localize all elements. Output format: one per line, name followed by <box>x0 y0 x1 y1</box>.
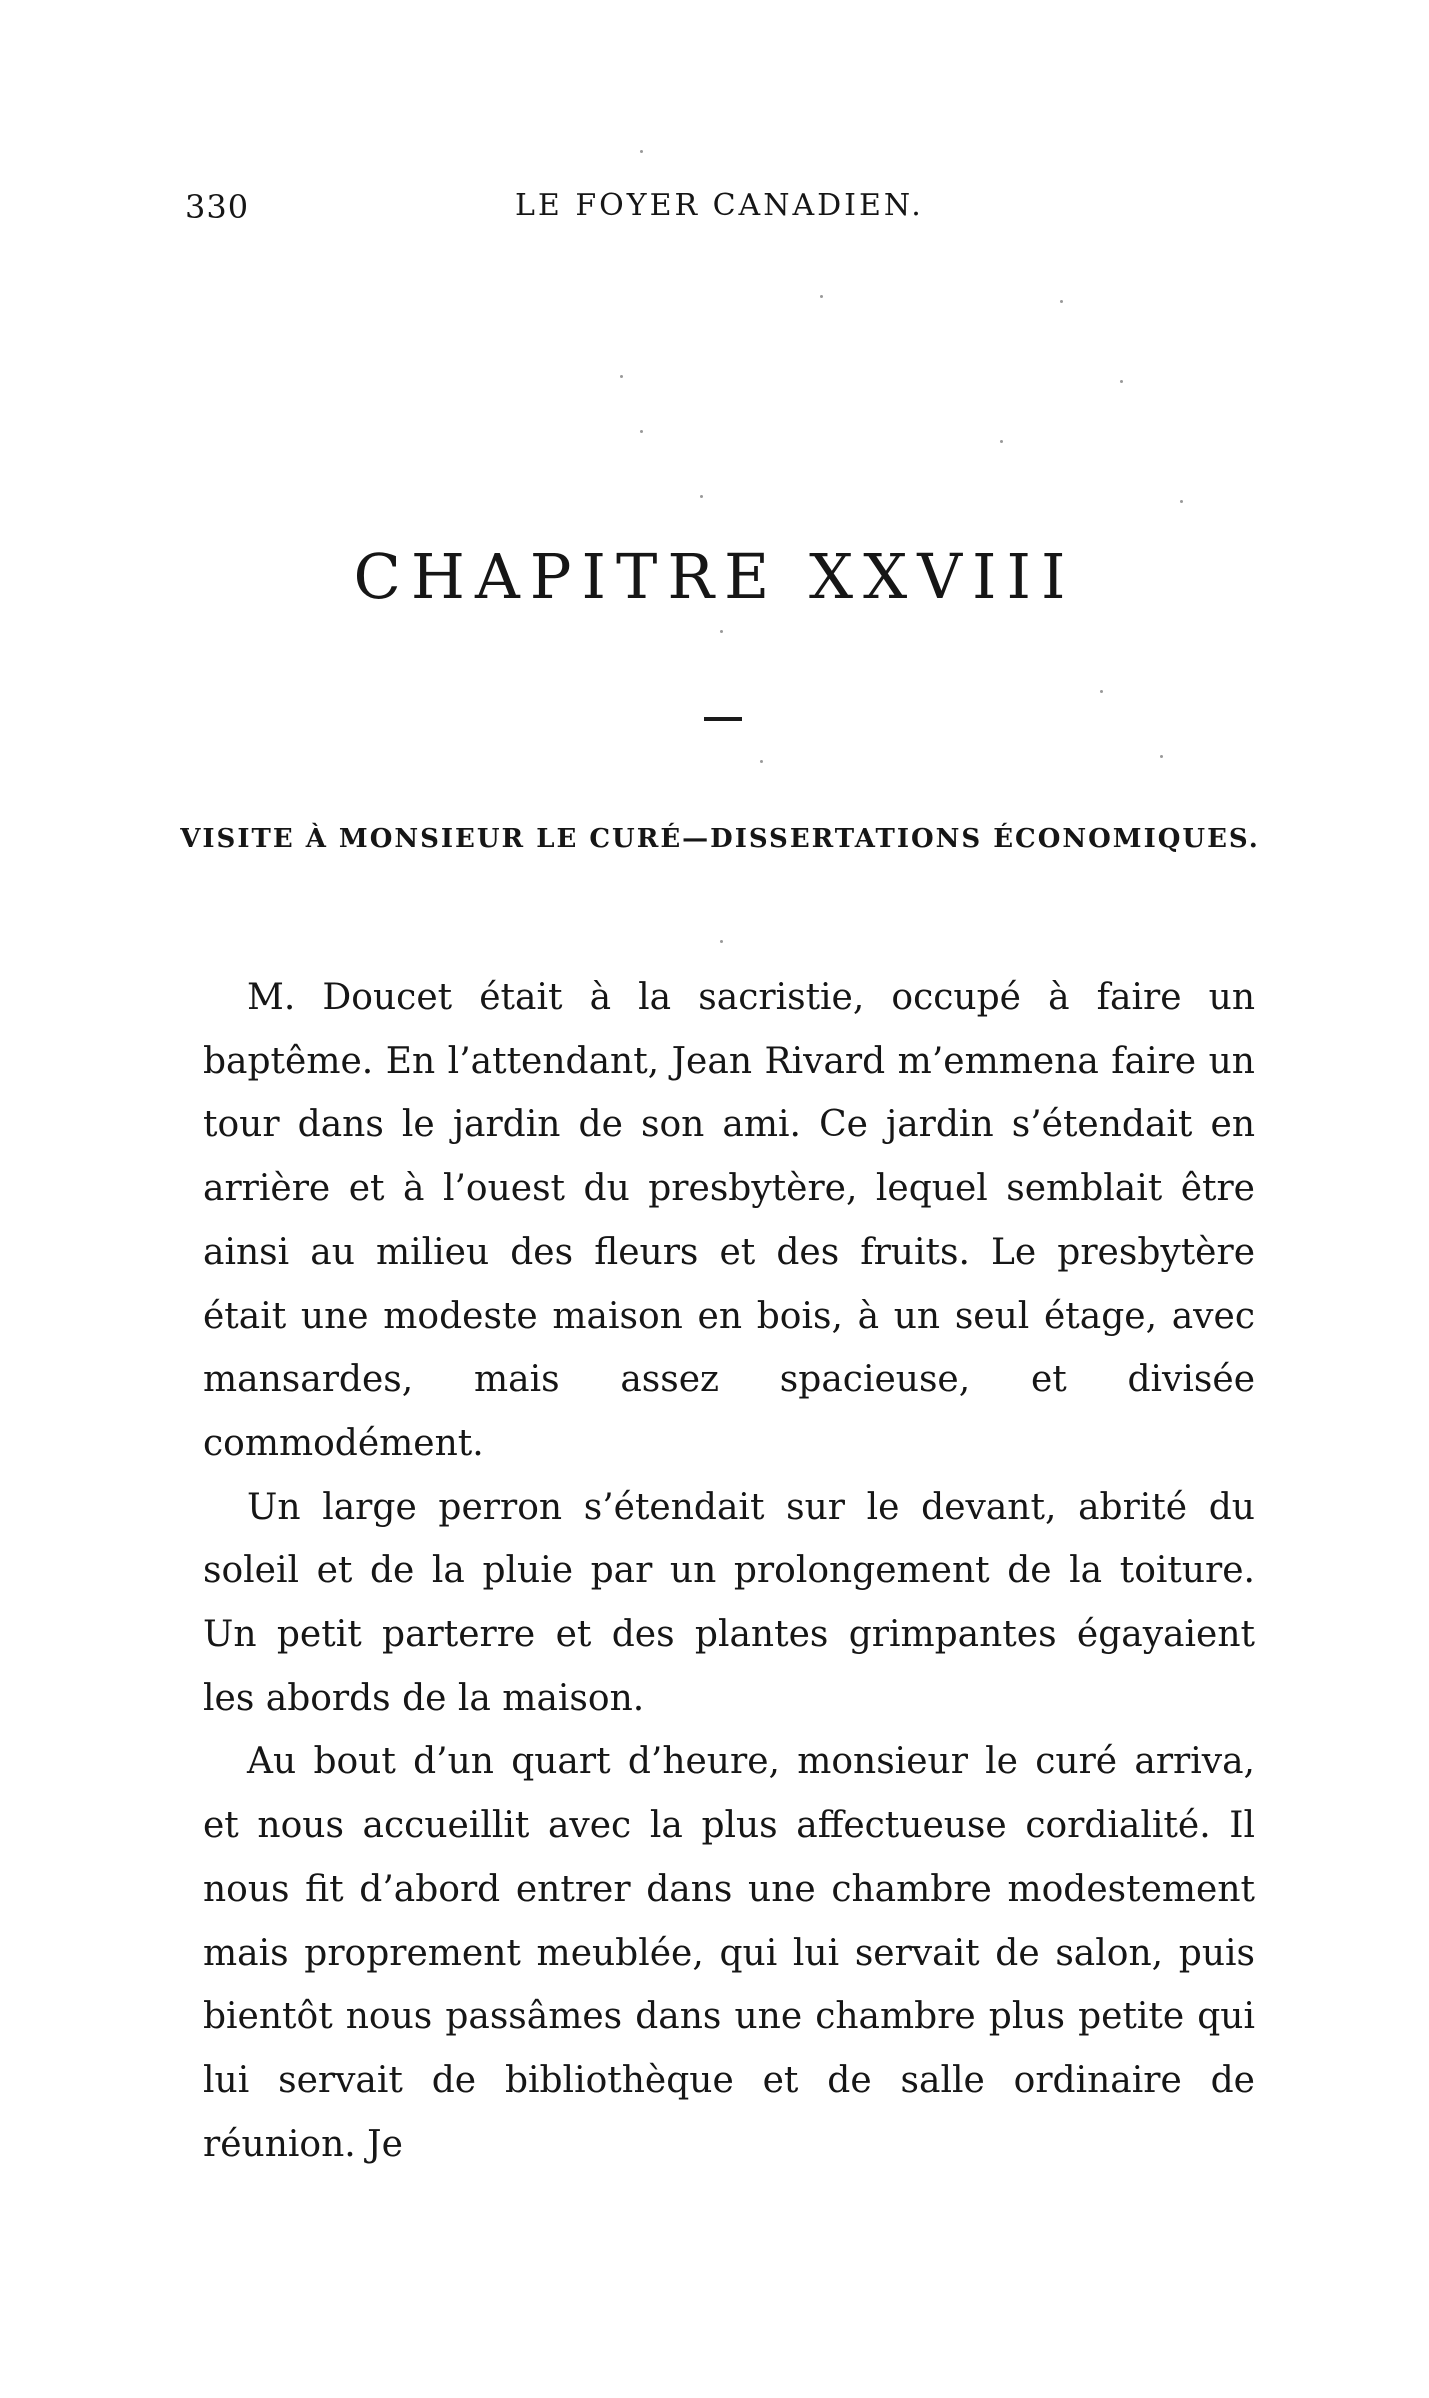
chapter-title: CHAPITRE XXVIII <box>353 540 1076 613</box>
running-title: LE FOYER CANADIEN. <box>515 188 924 223</box>
scan-speck <box>1000 440 1003 443</box>
scan-speck <box>640 430 643 433</box>
body-text <box>203 966 1255 2176</box>
scan-speck <box>640 150 643 153</box>
chapter-summary: VISITE À MONSIEUR LE CURÉ—DISSERTATIONS ÉCONOMIQUES. <box>180 824 1260 854</box>
chapter-divider-rule <box>704 717 742 721</box>
scan-speck <box>760 760 763 763</box>
scan-speck <box>1160 755 1163 758</box>
scan-speck <box>1100 690 1103 693</box>
scan-speck <box>620 375 623 378</box>
scan-speck <box>1120 380 1123 383</box>
scan-speck <box>720 940 723 943</box>
scan-speck <box>700 495 703 498</box>
scan-speck <box>1180 500 1183 503</box>
paragraph: Un large perron s’étendait sur le devant, abrité du soleil et de la pluie par un prolongement de la toiture. Un petit parterre et des plantes grimpantes égayaient les abords de la maison. <box>203 1486 1255 1719</box>
page-number: 330 <box>185 188 250 226</box>
running-head <box>185 188 1255 238</box>
scan-speck <box>1060 300 1063 303</box>
paragraph: Au bout d’un quart d’heure, monsieur le curé arriva, et nous accueillit avec la plus affectueuse cordialité. Il nous fit d’abord entrer dans une chambre modestement mais proprement meublée, qui lui servait de salon, puis bientôt nous passâmes dans une chambre plus petite qui lui servait de bibliothèque et de salle ordinaire de réunion. Je <box>203 1741 1255 2165</box>
scan-speck <box>720 630 723 633</box>
paragraph: M. Doucet était à la sacristie, occupé à faire un baptême. En l’attendant, Jean Rivard m’emmena faire un tour dans le jardin de son ami. Ce jardin s’étendait en arrière et à l’ouest du presbytère, lequel semblait être ainsi au milieu des fleurs et des fruits. Le presbytère était une modeste maison en bois, à un seul étage, avec mansardes, mais assez spacieuse, et divisée commodément. <box>203 977 1255 1464</box>
scan-speck <box>820 295 823 298</box>
